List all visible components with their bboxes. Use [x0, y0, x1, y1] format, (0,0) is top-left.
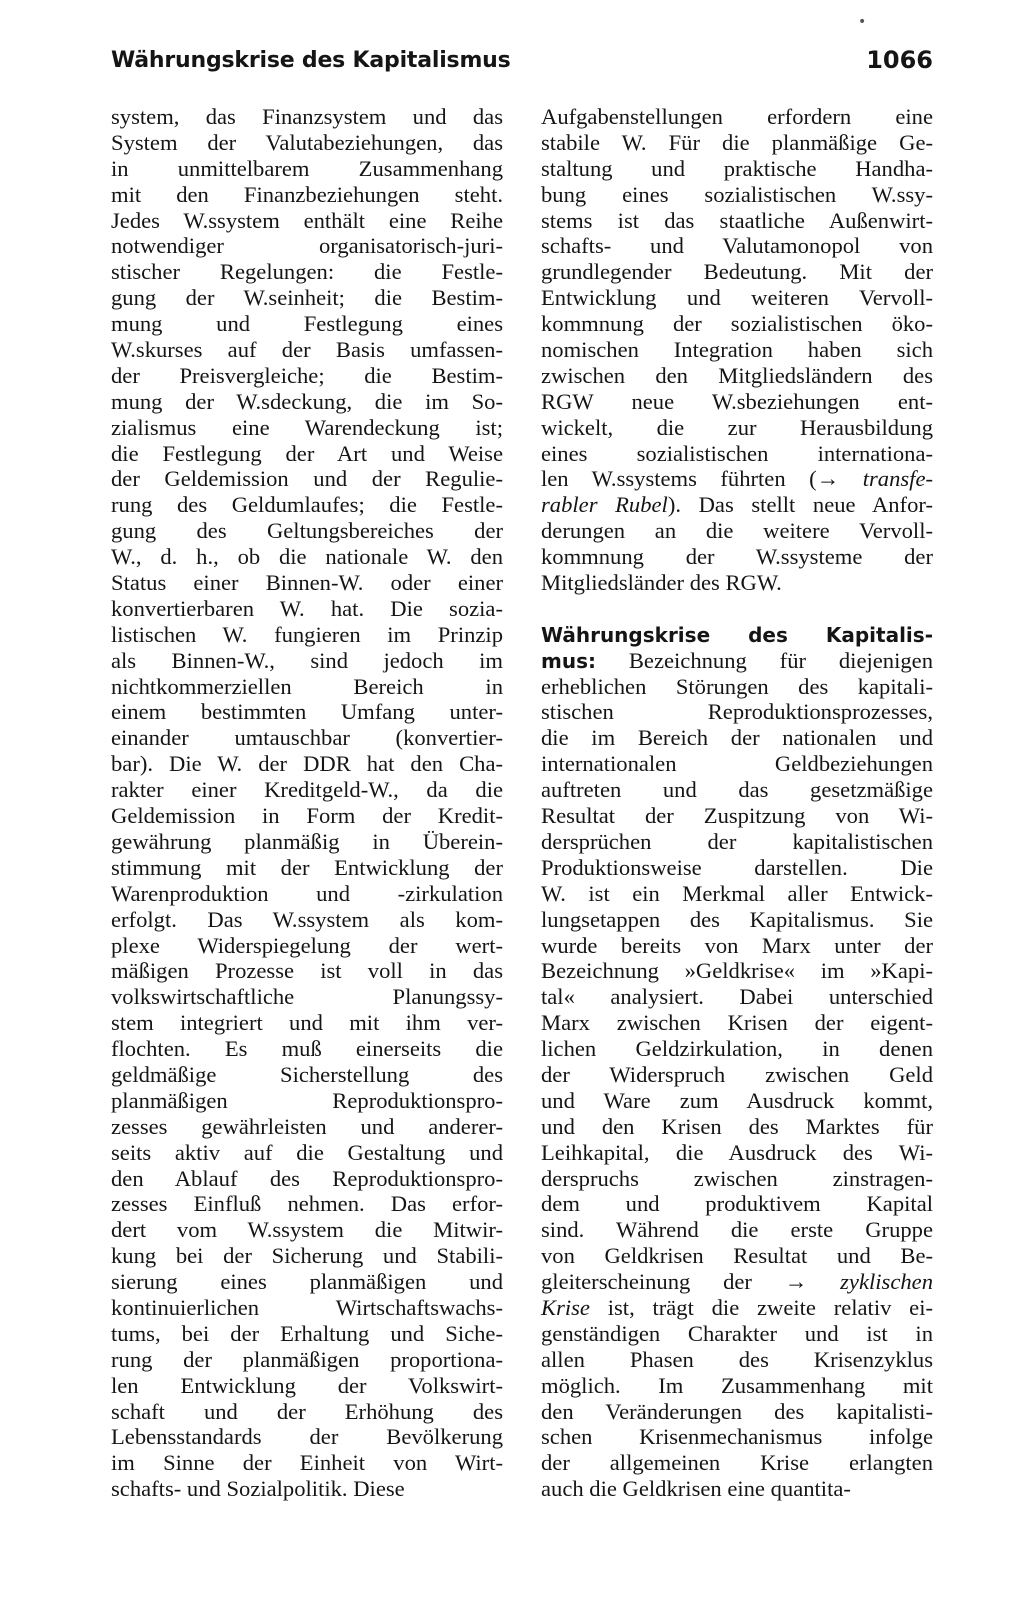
text-line: Jedes W.ssystem enthält eine Reihe — [111, 207, 503, 233]
text-line: kung bei der Sicherung und Stabili- — [111, 1243, 503, 1269]
text-line: genständigen Charakter und ist in — [541, 1320, 933, 1346]
text-line: zialismus eine Warendeckung ist; — [111, 414, 503, 440]
text-line: mung der W.sdeckung, die im So- — [111, 388, 503, 414]
text-line: Status einer Binnen-W. oder einer — [111, 570, 503, 596]
text-line: schen Krisenmechanismus infolge — [541, 1424, 933, 1450]
text-line: listischen W. fungieren im Prinzip — [111, 621, 503, 647]
cross-reference-arrow-icon: → — [784, 1269, 808, 1295]
text-line: W. ist ein Merkmal aller Entwick- — [541, 880, 933, 906]
running-head: Währungskrise des Kapitalismus — [111, 48, 511, 73]
text-line: und den Krisen des Marktes für — [541, 1113, 933, 1139]
text-line: der Widerspruch zwischen Geld — [541, 1061, 933, 1087]
text-line: stimmung mit der Entwicklung der — [111, 854, 503, 880]
text-line: derspruchs zwischen zinstragen- — [541, 1165, 933, 1191]
text-line: System der Valutabeziehungen, das — [111, 129, 503, 155]
text-line: auch die Geldkrisen eine quantita- — [541, 1476, 851, 1502]
text-line — [541, 492, 933, 518]
right-lines-d — [541, 1321, 933, 1502]
text-line: schafts- und Sozialpolitik. Diese — [111, 1476, 405, 1502]
text-line: einander umtauschbar (konvertier- — [111, 725, 503, 751]
text-line: erheblichen Störungen des kapitali- — [541, 673, 933, 699]
text-line — [541, 648, 933, 674]
text-line: zwischen den Mitgliedsländern des — [541, 362, 933, 388]
entry-separator — [541, 596, 933, 622]
left-column — [111, 104, 503, 1502]
text-line: stabile W. Für die planmäßige Ge- — [541, 129, 933, 155]
text-line: eines sozialistischen internationa- — [541, 440, 933, 466]
page-header — [111, 48, 933, 80]
text-line: len Entwicklung der Volkswirt- — [111, 1372, 503, 1398]
entry-headword: mus: — [541, 648, 596, 673]
text-line: mäßigen Prozesse ist voll in das — [111, 958, 503, 984]
text-line: rung der planmäßigen proportiona- — [111, 1346, 503, 1372]
text-line: den Veränderungen des kapitalisti- — [541, 1398, 933, 1424]
text-line: rung des Geldumlaufes; die Festle- — [111, 492, 503, 518]
text-line: volkswirtschaftliche Planungssy- — [111, 984, 503, 1010]
text-line: Aufgabenstellungen erfordern eine — [541, 104, 933, 129]
text-line: und Ware zum Ausdruck kommt, — [541, 1087, 933, 1113]
speck-mark: • — [858, 14, 867, 30]
text-line: einem bestimmten Umfang unter- — [111, 699, 503, 725]
text-line: derungen an die weitere Vervoll- — [541, 518, 933, 544]
text-line: von Geldkrisen Resultat und Be- — [541, 1243, 933, 1269]
text-line: system, das Finanzsystem und das — [111, 104, 503, 129]
text-line: notwendiger organisatorisch-juri- — [111, 233, 503, 259]
text-line: Marx zwischen Krisen der eigent- — [541, 1010, 933, 1036]
text-line: stischer Regelungen: die Festle- — [111, 259, 503, 285]
text-line: internationalen Geldbeziehungen — [541, 751, 933, 777]
text-line: W., d. h., ob die nationale W. den — [111, 544, 503, 570]
text-line: in unmittelbarem Zusammenhang — [111, 155, 503, 181]
right-column — [541, 104, 933, 1502]
text-line: auftreten und das gesetzmäßige — [541, 777, 933, 803]
entry-headword: Währungskrise des Kapitalis- — [541, 622, 933, 647]
text-line: Bezeichnung »Geldkrise« im »Kapi- — [541, 958, 933, 984]
text-line: gewährung planmäßig in Überein- — [111, 828, 503, 854]
text-line — [541, 466, 933, 492]
text-line: als Binnen-W., sind jedoch im — [111, 647, 503, 673]
text-line: planmäßigen Reproduktionspro- — [111, 1087, 503, 1113]
text-line: seits aktiv auf die Gestaltung und — [111, 1139, 503, 1165]
text-line: Lebensstandards der Bevölkerung — [111, 1424, 503, 1450]
text-line: Entwicklung und weiteren Vervoll- — [541, 285, 933, 311]
page-number: 1066 — [866, 46, 933, 74]
text-line: stems ist das staatliche Außenwirt- — [541, 207, 933, 233]
text-line: gung der W.seinheit; die Bestim- — [111, 285, 503, 311]
text-fragment: Bezeichnung für diejenigen — [595, 647, 933, 673]
text-line: schaft und der Erhöhung des — [111, 1398, 503, 1424]
text-line: tums, bei der Erhaltung und Siche- — [111, 1320, 503, 1346]
text-line: sind. Während die erste Gruppe — [541, 1217, 933, 1243]
text-line: zesses gewährleisten und anderer- — [111, 1113, 503, 1139]
text-line — [541, 1295, 933, 1321]
text-line — [541, 622, 933, 648]
text-line: dem und produktivem Kapital — [541, 1191, 933, 1217]
text-line: gung des Geltungsbereiches der — [111, 518, 503, 544]
text-line: stischen Reproduktionsprozesses, — [541, 699, 933, 725]
cross-reference-link[interactable]: rabler Rubel — [541, 492, 668, 518]
text-line: sierung eines planmäßigen und — [111, 1269, 503, 1295]
text-fragment: ). Das stellt neue Anfor- — [667, 492, 933, 518]
text-line: dersprüchen der kapitalistischen — [541, 828, 933, 854]
text-line: Resultat der Zuspitzung von Wi- — [541, 803, 933, 829]
cross-reference-link[interactable]: transfe- — [862, 466, 934, 492]
text-line — [541, 1269, 933, 1295]
text-line: allen Phasen des Krisenzyklus — [541, 1346, 933, 1372]
text-line: Leihkapital, die Ausdruck des Wi- — [541, 1139, 933, 1165]
text-line: rakter einer Kreditgeld-W., da die — [111, 777, 503, 803]
text-line: möglich. Im Zusammenhang mit — [541, 1372, 933, 1398]
text-line: der allgemeinen Krise erlangten — [541, 1450, 933, 1476]
text-line: nichtkommerziellen Bereich in — [111, 673, 503, 699]
text-line: W.skurses auf der Basis umfassen- — [111, 337, 503, 363]
text-line: Produktionsweise darstellen. Die — [541, 854, 933, 880]
text-line: plexe Widerspiegelung der wert- — [111, 932, 503, 958]
text-line: die im Bereich der nationalen und — [541, 725, 933, 751]
text-line: Mitgliedsländer des RGW. — [541, 570, 782, 596]
text-line: kommnung der W.ssysteme der — [541, 544, 933, 570]
text-line: grundlegender Bedeutung. Mit der — [541, 259, 933, 285]
right-lines-a — [541, 104, 933, 466]
right-lines-c — [541, 674, 933, 1269]
text-fragment: len W.ssystems führten ( — [541, 466, 817, 492]
cross-reference-link[interactable]: Krise — [541, 1294, 590, 1320]
text-line: stem integriert und mit ihm ver- — [111, 1010, 503, 1036]
text-line: RGW neue W.sbeziehungen ent- — [541, 388, 933, 414]
text-line: schafts- und Valutamonopol von — [541, 233, 933, 259]
text-line: den Ablauf des Reproduktionspro- — [111, 1165, 503, 1191]
text-line: tal« analysiert. Dabei unterschied — [541, 984, 933, 1010]
text-line: nomischen Integration haben sich — [541, 337, 933, 363]
text-line: dert vom W.ssystem die Mitwir- — [111, 1217, 503, 1243]
text-line: der Geldemission und der Regulie- — [111, 466, 503, 492]
text-line: staltung und praktische Handha- — [541, 155, 933, 181]
text-fragment: ist, trägt die zweite relativ ei- — [589, 1294, 933, 1320]
text-line: im Sinne der Einheit von Wirt- — [111, 1450, 503, 1476]
text-fragment: gleiterscheinung der — [541, 1269, 785, 1295]
text-line: zesses Einfluß nehmen. Das erfor- — [111, 1191, 503, 1217]
text-line: mit den Finanzbeziehungen steht. — [111, 181, 503, 207]
text-line: Warenproduktion und -zirkulation — [111, 880, 503, 906]
text-line: der Preisvergleiche; die Bestim- — [111, 362, 503, 388]
text-line: lungsetappen des Kapitalismus. Sie — [541, 906, 933, 932]
text-line: mung und Festlegung eines — [111, 311, 503, 337]
text-line: erfolgt. Das W.ssystem als kom- — [111, 906, 503, 932]
right-lines-b — [541, 518, 933, 570]
text-line: kontinuierlichen Wirtschaftswachs- — [111, 1294, 503, 1320]
cross-reference-link[interactable]: zyklischen — [840, 1269, 933, 1295]
text-line: Geldemission in Form der Kredit- — [111, 803, 503, 829]
text-line: bung eines sozialistischen W.ssy- — [541, 181, 933, 207]
text-line: bar). Die W. der DDR hat den Cha- — [111, 751, 503, 777]
text-line: wurde bereits von Marx unter der — [541, 932, 933, 958]
cross-reference-arrow-icon: → — [816, 466, 840, 492]
text-line: lichen Geldzirkulation, in denen — [541, 1036, 933, 1062]
text-line: wickelt, die zur Herausbildung — [541, 414, 933, 440]
text-line: geldmäßige Sicherstellung des — [111, 1061, 503, 1087]
text-line: konvertierbaren W. hat. Die sozia- — [111, 595, 503, 621]
text-line: flochten. Es muß einerseits die — [111, 1036, 503, 1062]
text-line: kommnung der sozialistischen öko- — [541, 311, 933, 337]
text-line: die Festlegung der Art und Weise — [111, 440, 503, 466]
